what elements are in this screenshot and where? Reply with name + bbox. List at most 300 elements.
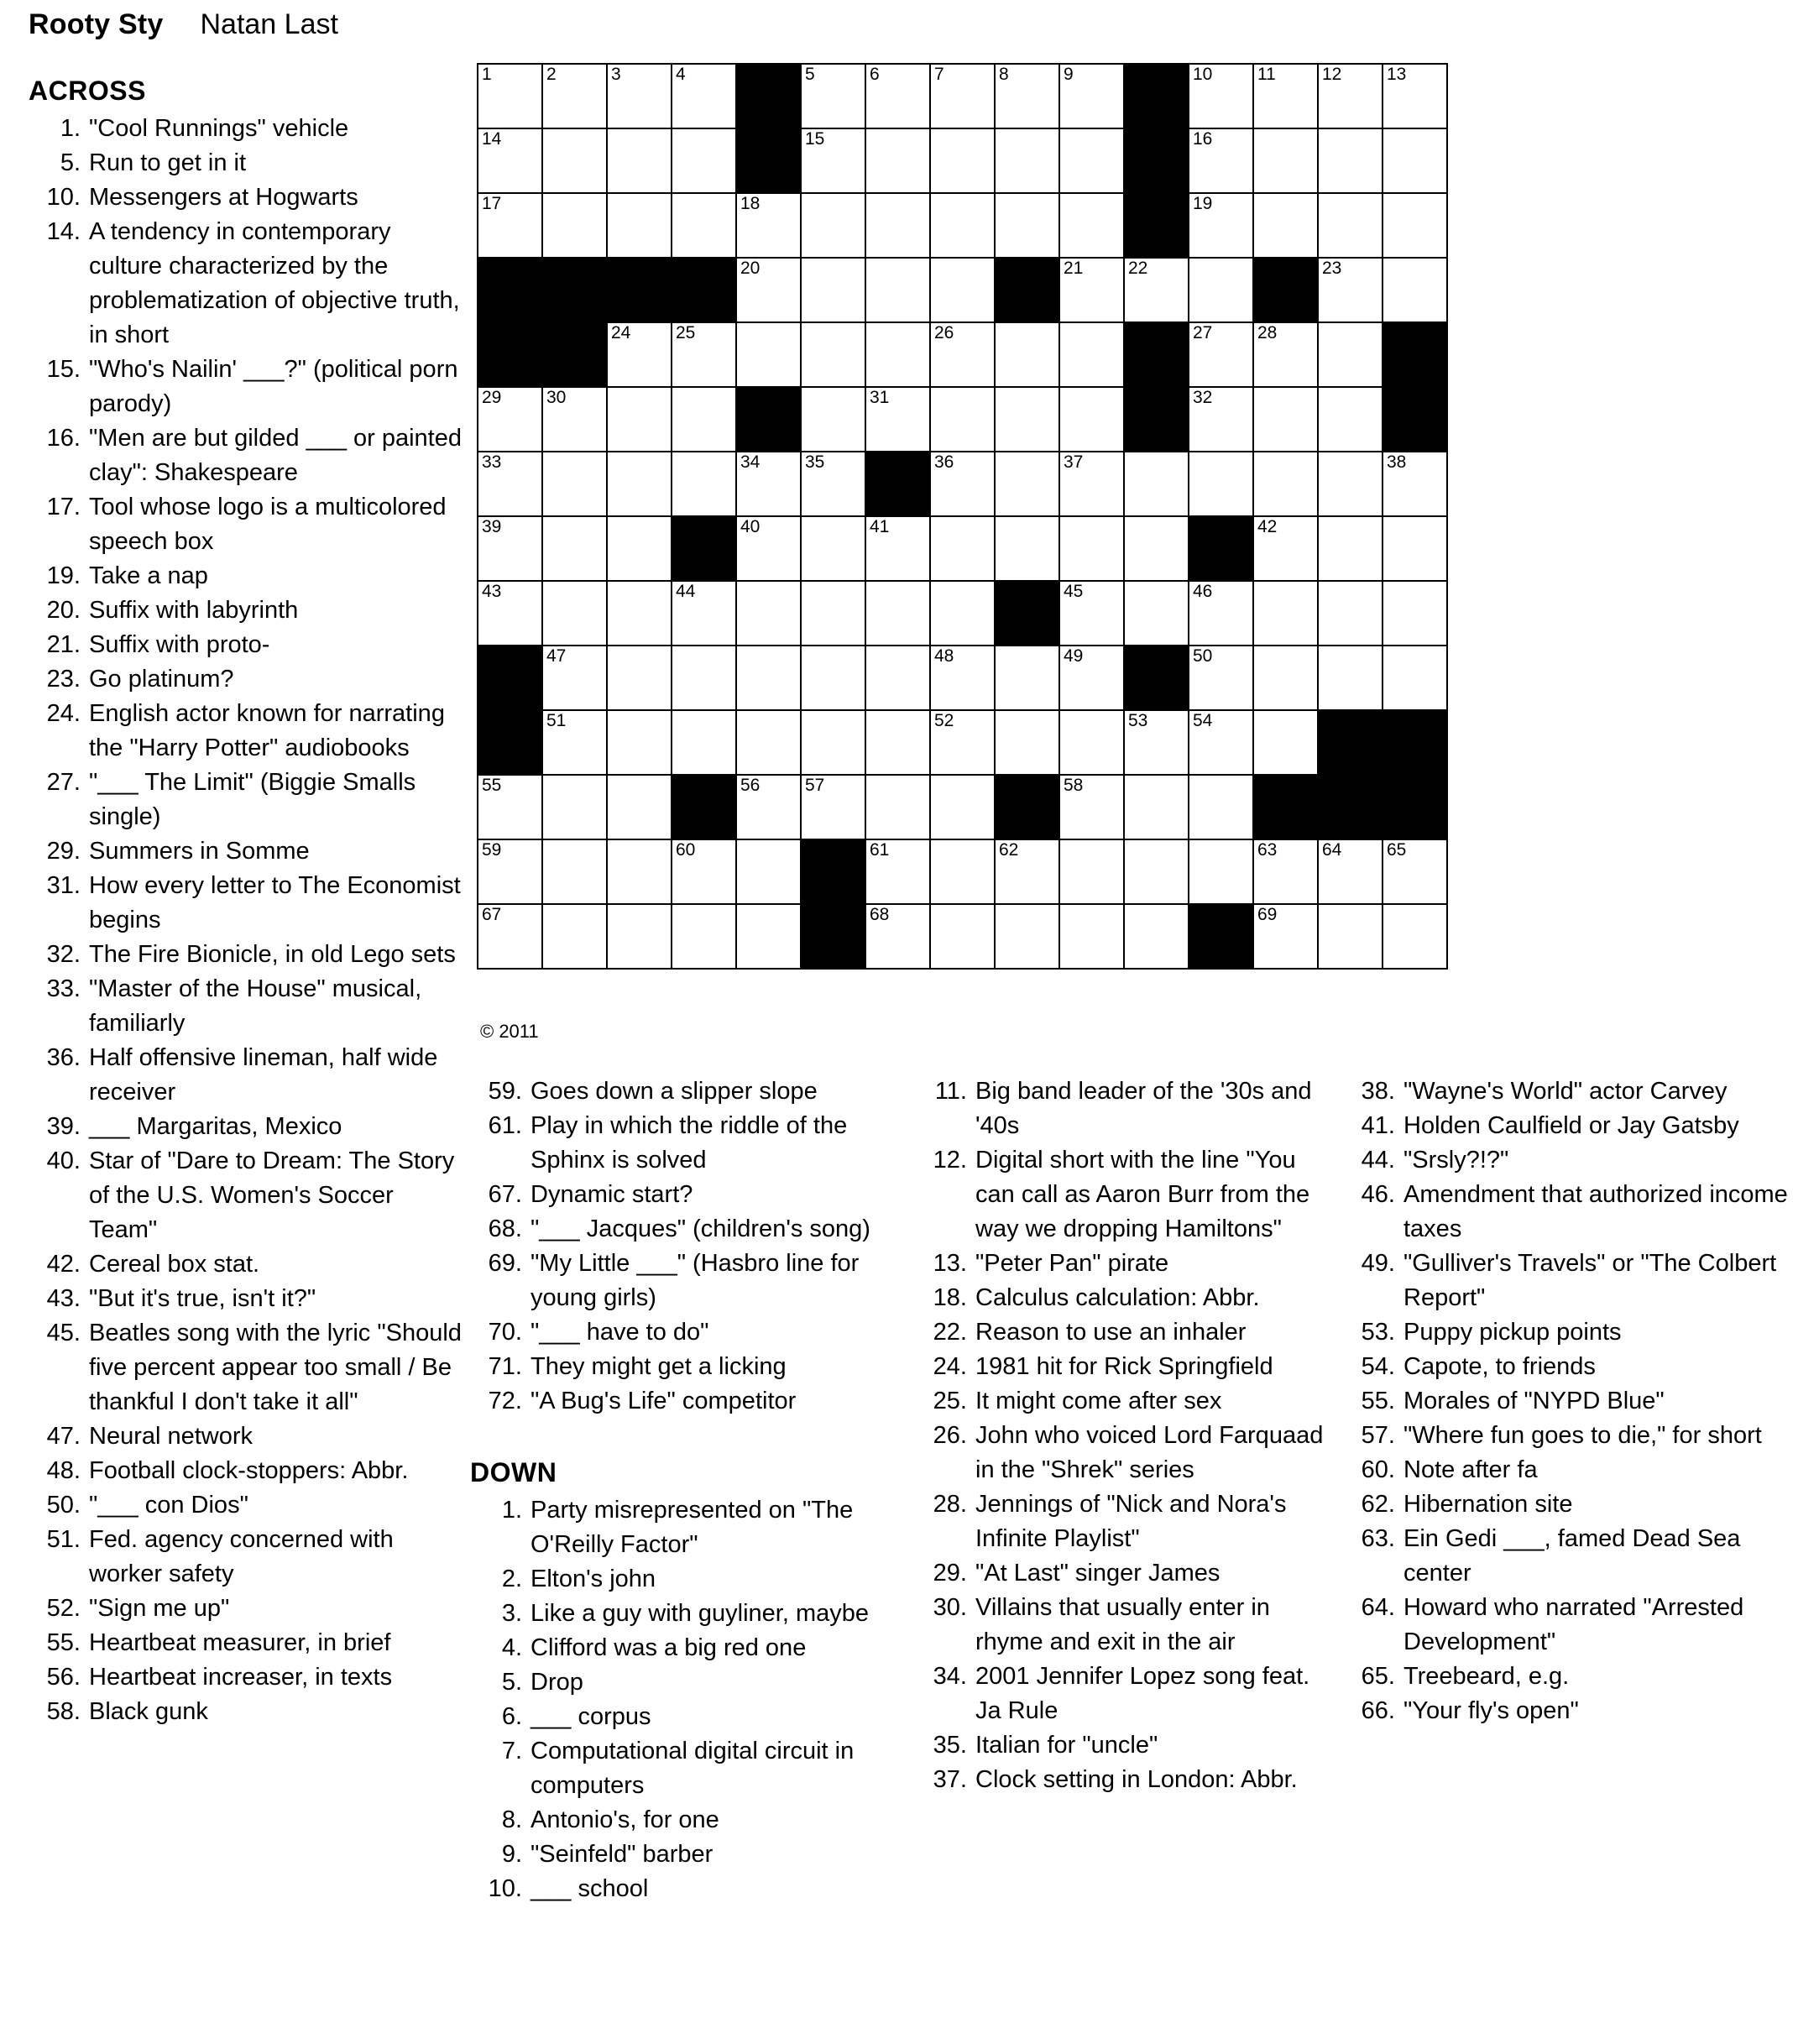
grid-cell[interactable] xyxy=(542,904,607,969)
grid-cell[interactable] xyxy=(930,581,995,646)
clue-item[interactable] xyxy=(915,1763,1326,1797)
grid-cell[interactable] xyxy=(1059,581,1124,646)
grid-cell[interactable] xyxy=(930,193,995,258)
clue-item[interactable] xyxy=(1343,1453,1796,1487)
clues-column-3 xyxy=(915,1074,1326,1797)
grid-cell[interactable] xyxy=(736,193,801,258)
grid-cell[interactable] xyxy=(1059,64,1124,128)
grid-cell[interactable] xyxy=(1318,581,1383,646)
clue-item[interactable] xyxy=(29,353,465,421)
grid-cell[interactable] xyxy=(1253,646,1318,710)
grid-cell[interactable] xyxy=(478,452,542,516)
grid-cell[interactable] xyxy=(930,128,995,193)
grid-cell[interactable] xyxy=(865,646,930,710)
grid-cell[interactable] xyxy=(1253,904,1318,969)
clue-item[interactable] xyxy=(915,1556,1326,1591)
grid-cell[interactable] xyxy=(865,775,930,839)
grid-cell[interactable] xyxy=(865,64,930,128)
grid-cell[interactable] xyxy=(607,839,672,904)
clue-text: Suffix with labyrinth xyxy=(89,597,299,624)
grid-cell[interactable] xyxy=(1059,322,1124,387)
grid-cell[interactable] xyxy=(930,710,995,775)
grid-cell[interactable] xyxy=(865,322,930,387)
clue-item[interactable] xyxy=(1343,1247,1796,1315)
clue-item[interactable] xyxy=(1343,1419,1796,1453)
grid-cell[interactable] xyxy=(1059,128,1124,193)
grid-cell[interactable] xyxy=(736,452,801,516)
clue-item[interactable] xyxy=(915,1350,1326,1384)
clue-text: Clock setting in London: Abbr. xyxy=(975,1766,1298,1793)
grid-cell[interactable] xyxy=(736,710,801,775)
grid-cell-number: 52 xyxy=(934,711,954,730)
grid-cell[interactable] xyxy=(736,516,801,581)
grid-cell[interactable] xyxy=(1189,387,1253,452)
grid-cell[interactable] xyxy=(1253,452,1318,516)
grid-cell[interactable] xyxy=(1189,581,1253,646)
grid-cell[interactable] xyxy=(1383,839,1447,904)
grid-cell[interactable] xyxy=(1124,581,1189,646)
grid-cell-number: 69 xyxy=(1257,905,1278,924)
clue-number: 63. xyxy=(1361,1525,1395,1552)
clue-item[interactable] xyxy=(1343,1315,1796,1350)
grid-cell[interactable] xyxy=(1383,258,1447,322)
grid-row xyxy=(478,904,1447,969)
clue-item[interactable] xyxy=(29,1247,465,1282)
grid-cell[interactable] xyxy=(801,775,865,839)
grid-cell[interactable] xyxy=(1124,516,1189,581)
grid-cell-number: 21 xyxy=(1064,259,1084,278)
grid-cell[interactable] xyxy=(865,904,930,969)
grid-cell-number: 65 xyxy=(1387,840,1407,860)
grid-cell[interactable] xyxy=(478,128,542,193)
clue-item[interactable] xyxy=(29,1626,465,1660)
grid-cell[interactable] xyxy=(1189,775,1253,839)
grid-cell[interactable] xyxy=(1059,904,1124,969)
grid-cell[interactable] xyxy=(1124,710,1189,775)
clue-item[interactable] xyxy=(29,1488,465,1523)
clue-item[interactable] xyxy=(29,1419,465,1454)
grid-cell[interactable] xyxy=(930,839,995,904)
clue-item[interactable] xyxy=(29,112,465,146)
grid-cell-number: 7 xyxy=(934,65,944,84)
clue-item[interactable] xyxy=(470,1178,881,1212)
clue-number: 30. xyxy=(933,1594,967,1621)
clue-item[interactable] xyxy=(29,559,465,593)
grid-cell[interactable] xyxy=(478,193,542,258)
clue-item[interactable] xyxy=(1343,1487,1796,1522)
grid-cell[interactable] xyxy=(1124,904,1189,969)
grid-cell[interactable] xyxy=(1253,128,1318,193)
grid-cell[interactable] xyxy=(1124,775,1189,839)
grid-cell[interactable] xyxy=(607,904,672,969)
clue-item[interactable] xyxy=(29,490,465,559)
clue-item[interactable] xyxy=(470,1700,881,1734)
clue-number: 64. xyxy=(1361,1594,1395,1621)
grid-cell[interactable] xyxy=(607,387,672,452)
clue-number: 61. xyxy=(488,1112,522,1139)
grid-cell[interactable] xyxy=(1318,193,1383,258)
clue-item[interactable] xyxy=(470,1247,881,1315)
grid-cell[interactable] xyxy=(865,581,930,646)
grid-cell[interactable] xyxy=(1253,322,1318,387)
clue-item[interactable] xyxy=(29,766,465,834)
grid-cell[interactable] xyxy=(995,322,1059,387)
grid-cell[interactable] xyxy=(672,64,736,128)
clue-item[interactable] xyxy=(29,593,465,628)
clue-item[interactable] xyxy=(29,697,465,766)
clue-item[interactable] xyxy=(29,1695,465,1729)
grid-cell-number: 6 xyxy=(870,65,880,84)
clue-text: "Seinfeld" barber xyxy=(531,1841,713,1868)
grid-cell[interactable] xyxy=(930,646,995,710)
clue-item[interactable] xyxy=(915,1384,1326,1419)
grid-cell[interactable] xyxy=(1383,452,1447,516)
grid-cell[interactable] xyxy=(672,581,736,646)
grid-cell[interactable] xyxy=(801,193,865,258)
grid-cell[interactable] xyxy=(801,258,865,322)
grid-cell[interactable] xyxy=(672,193,736,258)
grid-cell[interactable] xyxy=(1318,452,1383,516)
clue-item[interactable] xyxy=(1343,1143,1796,1178)
clue-item[interactable] xyxy=(1343,1109,1796,1143)
clue-text: Calculus calculation: Abbr. xyxy=(975,1284,1260,1311)
clue-number: 36. xyxy=(46,1044,81,1071)
grid-cell[interactable] xyxy=(801,710,865,775)
clue-text: It might come after sex xyxy=(975,1388,1222,1414)
grid-cell[interactable] xyxy=(865,710,930,775)
grid-cell[interactable] xyxy=(542,516,607,581)
grid-cell[interactable] xyxy=(930,64,995,128)
grid-cell[interactable] xyxy=(1189,128,1253,193)
grid-cell[interactable] xyxy=(1189,193,1253,258)
clue-item[interactable] xyxy=(1343,1384,1796,1419)
grid-cell[interactable] xyxy=(1383,904,1447,969)
grid-cell[interactable] xyxy=(801,452,865,516)
grid-cell[interactable] xyxy=(1318,387,1383,452)
grid-cell[interactable] xyxy=(801,516,865,581)
clue-item[interactable] xyxy=(470,1838,881,1872)
grid-cell[interactable] xyxy=(542,452,607,516)
clue-item[interactable] xyxy=(470,1665,881,1700)
grid-cell[interactable] xyxy=(542,64,607,128)
clue-item[interactable] xyxy=(29,1592,465,1626)
grid-cell[interactable] xyxy=(995,839,1059,904)
grid-cell-number: 57 xyxy=(805,776,825,795)
grid-cell[interactable] xyxy=(930,904,995,969)
grid-cell[interactable] xyxy=(1318,516,1383,581)
grid-cell[interactable] xyxy=(607,646,672,710)
grid-cell[interactable] xyxy=(542,193,607,258)
grid-cell[interactable] xyxy=(1253,839,1318,904)
grid-cell[interactable] xyxy=(542,581,607,646)
grid-cell[interactable] xyxy=(607,581,672,646)
grid-cell[interactable] xyxy=(930,322,995,387)
clue-text: Suffix with proto- xyxy=(89,631,270,658)
grid-cell[interactable] xyxy=(1189,258,1253,322)
grid-cell[interactable] xyxy=(1318,64,1383,128)
grid-cell[interactable] xyxy=(1124,452,1189,516)
grid-cell[interactable] xyxy=(1253,193,1318,258)
clue-item[interactable] xyxy=(470,1350,881,1384)
grid-cell[interactable] xyxy=(478,904,542,969)
grid-cell[interactable] xyxy=(672,387,736,452)
grid-cell[interactable] xyxy=(1059,839,1124,904)
grid-cell[interactable] xyxy=(865,839,930,904)
grid-cell[interactable] xyxy=(1318,258,1383,322)
grid-cell[interactable] xyxy=(607,710,672,775)
grid-cell[interactable] xyxy=(672,710,736,775)
grid-cell-number: 61 xyxy=(870,840,890,860)
grid-cell[interactable] xyxy=(1318,839,1383,904)
grid-cell-block xyxy=(995,581,1059,646)
grid-cell[interactable] xyxy=(1059,775,1124,839)
grid-cell[interactable] xyxy=(478,581,542,646)
clue-text: Goes down a slipper slope xyxy=(531,1078,818,1105)
grid-cell[interactable] xyxy=(1059,516,1124,581)
grid-cell[interactable] xyxy=(1059,193,1124,258)
grid-cell[interactable] xyxy=(865,387,930,452)
grid-cell[interactable] xyxy=(607,64,672,128)
grid-cell[interactable] xyxy=(1253,516,1318,581)
grid-cell[interactable] xyxy=(865,193,930,258)
grid-cell[interactable] xyxy=(1189,322,1253,387)
clue-number: 59. xyxy=(488,1078,522,1105)
clue-text: Half offensive lineman, half wide receiver xyxy=(89,1044,438,1106)
grid-cell-number: 51 xyxy=(546,711,567,730)
clue-number: 62. xyxy=(1361,1491,1395,1518)
clue-item[interactable] xyxy=(915,1315,1326,1350)
clue-item[interactable] xyxy=(915,1419,1326,1487)
grid-cell[interactable] xyxy=(930,452,995,516)
grid-cell[interactable] xyxy=(607,322,672,387)
clue-text: Star of "Dare to Dream: The Story of the U.S. Women's Soccer Team" xyxy=(89,1147,455,1243)
grid-cell[interactable] xyxy=(736,646,801,710)
clue-item[interactable] xyxy=(470,1212,881,1247)
clue-item[interactable] xyxy=(915,1281,1326,1315)
grid-cell[interactable] xyxy=(542,646,607,710)
grid-cell[interactable] xyxy=(736,839,801,904)
grid-cell[interactable] xyxy=(995,904,1059,969)
grid-cell[interactable] xyxy=(1059,646,1124,710)
clue-number: 6. xyxy=(501,1703,522,1730)
grid-cell[interactable] xyxy=(542,775,607,839)
clue-text: A tendency in contemporary culture characterized by the problematization of objective truth, in short xyxy=(89,218,460,348)
grid-cell[interactable] xyxy=(995,193,1059,258)
grid-cell[interactable] xyxy=(801,128,865,193)
grid-cell[interactable] xyxy=(1189,839,1253,904)
grid-cell[interactable] xyxy=(736,322,801,387)
clue-item[interactable] xyxy=(29,1523,465,1592)
grid-cell-block xyxy=(801,839,865,904)
grid-cell[interactable] xyxy=(801,581,865,646)
grid-cell[interactable] xyxy=(672,646,736,710)
clue-item[interactable] xyxy=(29,1282,465,1316)
grid-cell[interactable] xyxy=(995,646,1059,710)
clue-item[interactable] xyxy=(29,628,465,662)
grid-cell[interactable] xyxy=(607,775,672,839)
grid-cell[interactable] xyxy=(672,322,736,387)
clue-item[interactable] xyxy=(29,180,465,215)
grid-cell-number: 1 xyxy=(482,65,492,84)
grid-cell[interactable] xyxy=(1059,387,1124,452)
clue-item[interactable] xyxy=(470,1109,881,1178)
grid-cell[interactable] xyxy=(542,710,607,775)
grid-cell[interactable] xyxy=(1318,904,1383,969)
clue-item[interactable] xyxy=(1343,1350,1796,1384)
clue-text: 1981 hit for Rick Springfield xyxy=(975,1353,1273,1380)
grid-cell[interactable] xyxy=(478,839,542,904)
clue-item[interactable] xyxy=(29,1316,465,1419)
clue-item[interactable] xyxy=(470,1631,881,1665)
grid-cell[interactable] xyxy=(1189,64,1253,128)
grid-cell[interactable] xyxy=(542,839,607,904)
grid-cell[interactable] xyxy=(478,64,542,128)
clue-item[interactable] xyxy=(470,1597,881,1631)
clue-item[interactable] xyxy=(29,215,465,353)
grid-cell[interactable] xyxy=(672,128,736,193)
grid-cell[interactable] xyxy=(1253,64,1318,128)
grid-cell-number: 12 xyxy=(1322,65,1342,84)
grid-cell[interactable] xyxy=(1253,387,1318,452)
clue-item[interactable] xyxy=(29,146,465,180)
clue-item[interactable] xyxy=(470,1734,881,1803)
clue-item[interactable] xyxy=(915,1487,1326,1556)
grid-cell[interactable] xyxy=(542,128,607,193)
grid-cell[interactable] xyxy=(995,64,1059,128)
clue-item[interactable] xyxy=(915,1247,1326,1281)
grid-cell[interactable] xyxy=(930,775,995,839)
clue-item[interactable] xyxy=(1343,1694,1796,1728)
grid-cell[interactable] xyxy=(1383,193,1447,258)
grid-cell[interactable] xyxy=(736,258,801,322)
grid-cell[interactable] xyxy=(930,387,995,452)
grid-cell[interactable] xyxy=(1318,128,1383,193)
grid-cell[interactable] xyxy=(865,128,930,193)
clue-item[interactable] xyxy=(470,1074,881,1109)
grid-cell[interactable] xyxy=(1383,64,1447,128)
grid-cell[interactable] xyxy=(607,452,672,516)
grid-cell[interactable] xyxy=(1059,710,1124,775)
grid-cell-number: 42 xyxy=(1257,517,1278,536)
grid-cell[interactable] xyxy=(478,516,542,581)
clue-item[interactable] xyxy=(1343,1591,1796,1660)
grid-cell[interactable] xyxy=(1124,839,1189,904)
clue-item[interactable] xyxy=(1343,1074,1796,1109)
grid-cell[interactable] xyxy=(930,258,995,322)
clue-item[interactable] xyxy=(470,1315,881,1350)
grid-cell[interactable] xyxy=(1253,710,1318,775)
grid-cell[interactable] xyxy=(801,646,865,710)
grid-cell[interactable] xyxy=(672,839,736,904)
grid-cell[interactable] xyxy=(995,128,1059,193)
grid-cell[interactable] xyxy=(1383,128,1447,193)
grid-cell[interactable] xyxy=(1124,258,1189,322)
clue-item[interactable] xyxy=(29,1660,465,1695)
clue-item[interactable] xyxy=(1343,1178,1796,1247)
grid-cell[interactable] xyxy=(607,193,672,258)
grid-cell[interactable] xyxy=(736,904,801,969)
clue-item[interactable] xyxy=(1343,1522,1796,1591)
grid-cell-block xyxy=(1124,64,1189,128)
clue-item[interactable] xyxy=(29,421,465,490)
clue-item[interactable] xyxy=(29,972,465,1041)
clue-item[interactable] xyxy=(29,1144,465,1247)
grid-cell[interactable] xyxy=(995,387,1059,452)
clue-item[interactable] xyxy=(29,662,465,697)
clue-text: Computational digital circuit in computers xyxy=(531,1738,855,1799)
clue-item[interactable] xyxy=(915,1728,1326,1763)
clue-item[interactable] xyxy=(29,938,465,972)
grid-cell[interactable] xyxy=(736,581,801,646)
grid-cell[interactable] xyxy=(995,710,1059,775)
clue-item[interactable] xyxy=(470,1384,881,1419)
grid-cell-block xyxy=(736,387,801,452)
clue-text: Take a nap xyxy=(89,562,208,589)
clue-item[interactable] xyxy=(29,1041,465,1110)
grid-cell[interactable] xyxy=(995,452,1059,516)
grid-cell-number: 53 xyxy=(1128,711,1148,730)
clue-item[interactable] xyxy=(470,1493,881,1562)
grid-cell[interactable] xyxy=(607,128,672,193)
grid-cell[interactable] xyxy=(995,516,1059,581)
clue-item[interactable] xyxy=(915,1660,1326,1728)
grid-cell[interactable] xyxy=(1059,452,1124,516)
grid-cell[interactable] xyxy=(865,516,930,581)
grid-cell[interactable] xyxy=(672,904,736,969)
grid-cell[interactable] xyxy=(1383,646,1447,710)
grid-cell[interactable] xyxy=(801,322,865,387)
clue-item[interactable] xyxy=(470,1803,881,1838)
clue-item[interactable] xyxy=(915,1143,1326,1247)
grid-cell[interactable] xyxy=(1383,581,1447,646)
grid-cell[interactable] xyxy=(1318,646,1383,710)
clue-item[interactable] xyxy=(915,1074,1326,1143)
clue-item[interactable] xyxy=(470,1562,881,1597)
grid-cell[interactable] xyxy=(1189,452,1253,516)
grid-table[interactable] xyxy=(477,63,1448,970)
clue-item[interactable] xyxy=(29,834,465,869)
grid-cell[interactable] xyxy=(672,452,736,516)
grid-cell[interactable] xyxy=(1189,646,1253,710)
clue-item[interactable] xyxy=(1343,1660,1796,1694)
grid-cell[interactable] xyxy=(542,387,607,452)
clue-item[interactable] xyxy=(29,869,465,938)
grid-cell[interactable] xyxy=(930,516,995,581)
grid-cell[interactable] xyxy=(801,387,865,452)
grid-cell[interactable] xyxy=(1189,710,1253,775)
crossword-grid[interactable] xyxy=(477,63,1448,970)
grid-cell[interactable] xyxy=(801,64,865,128)
grid-cell[interactable] xyxy=(607,516,672,581)
grid-cell-number: 31 xyxy=(870,388,890,407)
clue-item[interactable] xyxy=(29,1110,465,1144)
grid-cell[interactable] xyxy=(1383,516,1447,581)
grid-cell[interactable] xyxy=(478,387,542,452)
grid-cell[interactable] xyxy=(736,775,801,839)
grid-cell-number: 56 xyxy=(740,776,761,795)
grid-cell-number: 15 xyxy=(805,129,825,149)
clue-item[interactable] xyxy=(29,1454,465,1488)
grid-cell[interactable] xyxy=(1318,322,1383,387)
grid-cell[interactable] xyxy=(865,258,930,322)
clue-item[interactable] xyxy=(915,1591,1326,1660)
grid-cell[interactable] xyxy=(1253,581,1318,646)
grid-cell-number: 55 xyxy=(482,776,502,795)
clue-text: English actor known for narrating the "Harry Potter" audiobooks xyxy=(89,700,445,761)
clue-item[interactable] xyxy=(470,1872,881,1906)
grid-cell[interactable] xyxy=(1059,258,1124,322)
grid-cell[interactable] xyxy=(478,775,542,839)
